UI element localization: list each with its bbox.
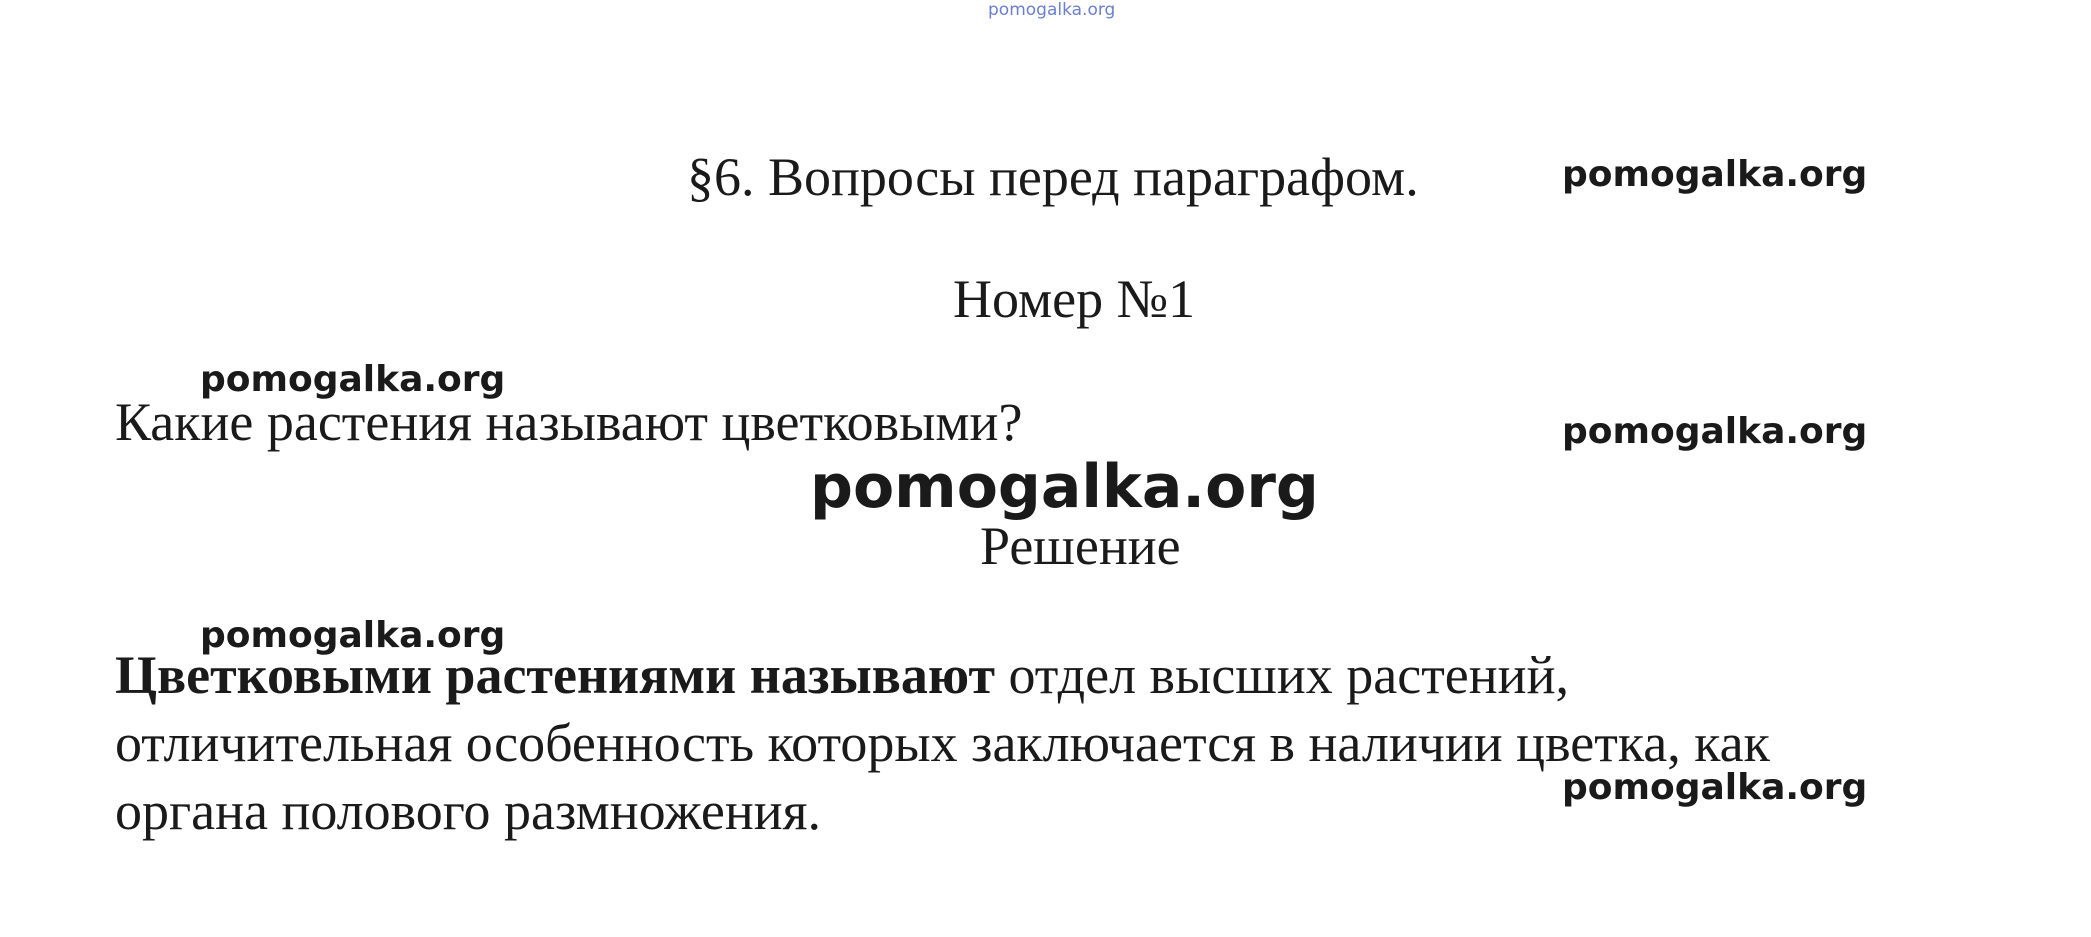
watermark: pomogalka.org [1562, 767, 1868, 808]
paragraph-title: §6. Вопросы перед параграфом. [687, 147, 1419, 207]
watermark: pomogalka.org [1562, 154, 1868, 195]
watermark: pomogalka.org [200, 359, 506, 400]
answer-line-2: отличительная особенность которых заключается в наличии цветка, как [115, 713, 1770, 773]
answer-bold-lead: Цветковыми растениями называют [115, 645, 995, 705]
site-link[interactable]: pomogalka.org [988, 0, 1116, 20]
task-number: Номер №1 [953, 269, 1196, 329]
watermark: pomogalka.org [200, 615, 506, 656]
answer-line-1-rest: отдел высших растений, [994, 645, 1569, 705]
answer-text [115, 641, 2075, 845]
question-text: Какие растения называют цветковыми? [115, 392, 1023, 452]
answer-line-3: органа полового размножения. [115, 781, 822, 841]
watermark: pomogalka.org [1562, 411, 1868, 452]
solution-heading: Решение [980, 516, 1181, 576]
watermark-large: pomogalka.org [810, 452, 1319, 522]
